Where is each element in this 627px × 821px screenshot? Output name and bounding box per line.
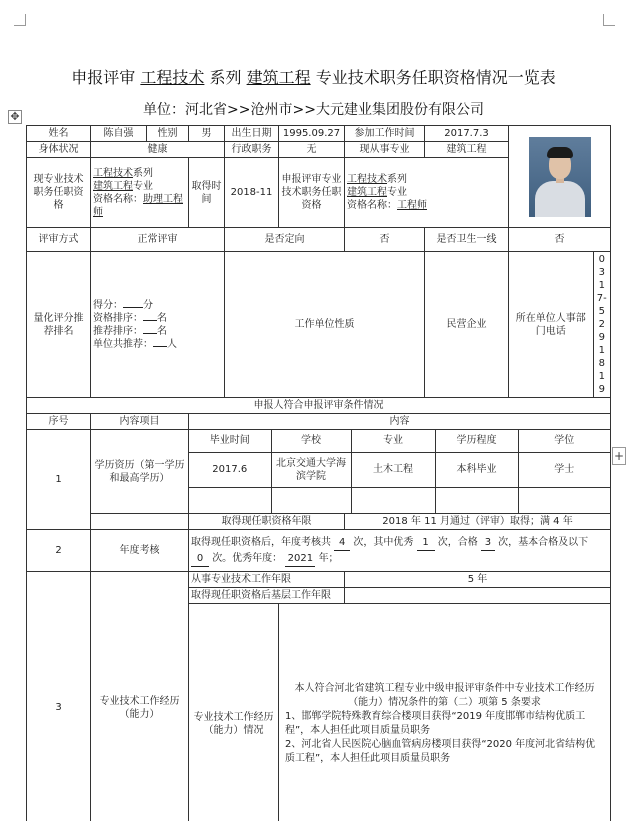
add-column-handle-icon[interactable]: + bbox=[613, 449, 625, 463]
series-word: 系列 bbox=[133, 167, 153, 179]
specialty-word: 专业 bbox=[133, 180, 153, 192]
assessment-text-d: 次，基本合格及以下 bbox=[498, 536, 589, 548]
photo-cell bbox=[509, 126, 611, 228]
current-qual-name: 助理工程师 bbox=[93, 193, 183, 218]
assessment-text-e: 次。优秀年度： bbox=[212, 552, 283, 564]
gender-value[interactable]: 男 bbox=[189, 126, 225, 142]
assessment-excellent[interactable]: 1 bbox=[417, 535, 435, 551]
assessment-text-a: 取得现任职资格后，年度考核共 bbox=[191, 536, 331, 548]
health-label: 身体状况 bbox=[27, 142, 91, 158]
unit-total-label: 单位共推荐： bbox=[93, 338, 153, 350]
apply-qual-specialty: 建筑工程 bbox=[347, 187, 387, 198]
apply-qual-label: 申报评审专业技术职务任职资格 bbox=[279, 158, 345, 228]
name-value[interactable]: 陈自强 bbox=[91, 126, 147, 142]
assessment-text[interactable] bbox=[189, 530, 611, 572]
nature-value[interactable]: 民营企业 bbox=[425, 252, 509, 398]
grassroots-years-value[interactable] bbox=[345, 588, 611, 604]
specialty-word: 专业 bbox=[387, 187, 407, 198]
experience-detail[interactable] bbox=[279, 604, 611, 821]
experience-para-3: 2、河北省人民医院心脑血管病房楼项目获得“2020 年度河北省结构优质工程”，本人担任此项目质量员职务 bbox=[285, 738, 596, 764]
title-series-field: 工程技术 bbox=[140, 68, 205, 87]
person-unit: 人 bbox=[167, 338, 177, 350]
unit-total-blank[interactable] bbox=[153, 346, 167, 347]
score-unit: 分 bbox=[143, 299, 153, 311]
conditions-section-title: 申报人符合申报评审条件情况 bbox=[27, 398, 611, 414]
edu-years-label: 取得现任职资格年限 bbox=[189, 514, 345, 530]
edu-grad-time[interactable]: 2017.6 bbox=[189, 452, 271, 487]
nature-label: 工作单位性质 bbox=[225, 252, 425, 398]
rec-rank-label: 推荐排序： bbox=[93, 325, 143, 337]
assessment-excellent-year[interactable]: 2021 bbox=[285, 551, 315, 567]
edu-empty-cell[interactable] bbox=[435, 487, 518, 513]
health-value[interactable]: 健康 bbox=[91, 142, 225, 158]
experience-years-value[interactable]: 5 年 bbox=[345, 572, 611, 588]
experience-sub-label: 专业技术工作经历（能力）情况 bbox=[189, 604, 279, 821]
assessment-item: 年度考核 bbox=[91, 530, 189, 572]
qual-name-label: 资格名称： bbox=[93, 193, 143, 205]
birth-label: 出生日期 bbox=[225, 126, 279, 142]
hr-phone-label: 所在单位人事部门电话 bbox=[509, 252, 593, 397]
score-label: 得分： bbox=[93, 299, 123, 311]
assessment-pass[interactable]: 3 bbox=[481, 535, 495, 551]
seq-header: 序号 bbox=[27, 414, 91, 430]
edu-header-school: 学校 bbox=[271, 430, 351, 452]
edu-empty-cell[interactable] bbox=[351, 487, 435, 513]
table-move-handle-icon[interactable]: ✥ bbox=[8, 110, 22, 124]
apply-qual-series: 工程技术 bbox=[347, 174, 387, 185]
title-prefix: 申报评审 bbox=[71, 68, 136, 87]
edu-empty-cell[interactable] bbox=[518, 487, 610, 513]
edu-empty-cell[interactable] bbox=[271, 487, 351, 513]
series-word: 系列 bbox=[387, 174, 407, 185]
edu-seq: 1 bbox=[27, 430, 91, 530]
page-title bbox=[0, 65, 627, 88]
qual-rank-label: 资格排序： bbox=[93, 312, 143, 324]
assessment-text-f: 年； bbox=[318, 552, 339, 564]
work-start-label: 参加工作时间 bbox=[345, 126, 425, 142]
name-label: 姓名 bbox=[27, 126, 91, 142]
edu-item-continued bbox=[91, 514, 189, 530]
gender-label: 性别 bbox=[147, 126, 189, 142]
assessment-below[interactable]: 0 bbox=[191, 551, 209, 567]
grassroots-years-label: 取得现任职资格后基层工作年限 bbox=[189, 588, 345, 604]
item-header: 内容项目 bbox=[91, 414, 189, 430]
experience-para-2: 1、邯郸学院特殊教育综合楼项目获得“2019 年度邯郸市结构优质工程”，本人担任此项目质量员职务 bbox=[285, 710, 586, 736]
experience-years-label: 从事专业技术工作年限 bbox=[189, 572, 345, 588]
rank-unit: 名 bbox=[157, 312, 167, 324]
title-series-label: 系列 bbox=[209, 68, 242, 87]
qual-name-label: 资格名称： bbox=[347, 200, 397, 211]
qual-rank-blank[interactable] bbox=[143, 320, 157, 321]
unit-line: 单位：河北省>>沧州市>>大元建业集团股份有限公司 bbox=[143, 102, 484, 118]
page-corner-mark-top-left bbox=[14, 14, 26, 26]
ranking-fields[interactable] bbox=[91, 252, 225, 398]
title-suffix: 专业技术职务任职资格情况一览表 bbox=[315, 68, 556, 87]
current-qual-value[interactable] bbox=[91, 158, 189, 228]
experience-seq: 3 bbox=[27, 572, 91, 821]
apply-qual-name: 工程师 bbox=[397, 200, 427, 211]
current-specialty-label: 现从事专业 bbox=[345, 142, 425, 158]
assessment-text-b: 次，其中优秀 bbox=[353, 536, 414, 548]
edu-header-major: 专业 bbox=[351, 430, 435, 452]
obtain-time-value[interactable]: 2018-11 bbox=[225, 158, 279, 228]
hr-phone-value[interactable]: 0317-5291819 bbox=[596, 254, 607, 395]
edu-header-grad-time: 毕业时间 bbox=[189, 430, 271, 452]
edu-degree-level[interactable]: 本科毕业 bbox=[435, 452, 518, 487]
review-method-value[interactable]: 正常评审 bbox=[91, 228, 225, 252]
applicant-photo bbox=[529, 137, 591, 217]
title-specialty-field: 建筑工程 bbox=[246, 68, 311, 87]
assessment-seq: 2 bbox=[27, 530, 91, 572]
current-qual-label: 现专业技术职务任职资格 bbox=[27, 158, 91, 228]
experience-para-1: 本人符合河北省建筑工程专业中级申报评审条件中专业技术工作经历（能力）情况条件的第（二）项第 5 条要求 bbox=[294, 682, 595, 708]
directional-value[interactable]: 否 bbox=[345, 228, 425, 252]
birth-value[interactable]: 1995.09.27 bbox=[279, 126, 345, 142]
current-qual-specialty: 建筑工程 bbox=[93, 180, 133, 192]
directional-label: 是否定向 bbox=[225, 228, 345, 252]
experience-item: 专业技术工作经历（能力） bbox=[91, 572, 189, 821]
qualification-table bbox=[26, 125, 611, 821]
edu-empty-cell[interactable] bbox=[189, 487, 271, 513]
admin-post-value[interactable]: 无 bbox=[279, 142, 345, 158]
health-line-value[interactable]: 否 bbox=[509, 228, 611, 252]
work-start-value[interactable]: 2017.7.3 bbox=[425, 126, 509, 142]
assessment-total[interactable]: 4 bbox=[334, 535, 350, 551]
score-blank[interactable] bbox=[123, 307, 143, 308]
assessment-text-c: 次，合格 bbox=[437, 536, 478, 548]
admin-post-label: 行政职务 bbox=[225, 142, 279, 158]
edu-major[interactable]: 土木工程 bbox=[351, 452, 435, 487]
edu-school[interactable]: 北京交通大学海滨学院 bbox=[271, 452, 351, 487]
content-header: 内容 bbox=[189, 414, 611, 430]
rank-unit: 名 bbox=[157, 325, 167, 337]
edu-header-degree: 学位 bbox=[518, 430, 610, 452]
edu-grid bbox=[189, 430, 611, 514]
rec-rank-blank[interactable] bbox=[143, 333, 157, 334]
review-method-label: 评审方式 bbox=[27, 228, 91, 252]
ranking-label: 量化评分推荐排名 bbox=[27, 252, 91, 398]
current-specialty-value[interactable]: 建筑工程 bbox=[425, 142, 509, 158]
edu-years-value[interactable]: 2018 年 11 月通过（评审）取得；满 4 年 bbox=[345, 514, 611, 530]
hr-phone-pair bbox=[509, 252, 611, 398]
edu-header-degree-level: 学历程度 bbox=[435, 430, 518, 452]
edu-degree[interactable]: 学士 bbox=[518, 452, 610, 487]
edu-item: 学历资历（第一学历和最高学历） bbox=[91, 430, 189, 514]
apply-qual-value[interactable] bbox=[345, 158, 509, 228]
current-qual-series: 工程技术 bbox=[93, 167, 133, 179]
health-line-label: 是否卫生一线 bbox=[425, 228, 509, 252]
obtain-time-label: 取得时间 bbox=[189, 158, 225, 228]
page-corner-mark-top-right bbox=[603, 14, 615, 26]
